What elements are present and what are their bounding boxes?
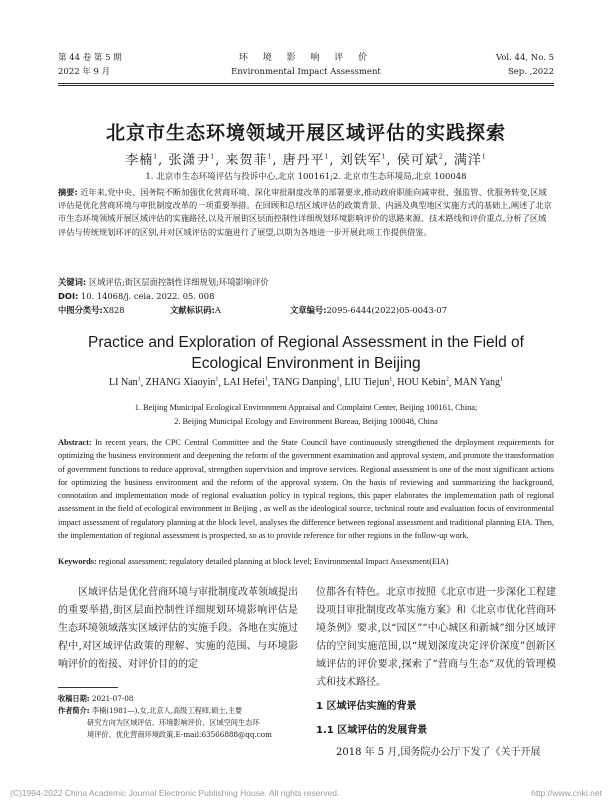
paper-title-cn: 北京市生态环境领域开展区域评估的实践探索	[105, 122, 506, 144]
abstract-text-cn: 近年来,党中央、国务院不断加强优化营商环境、深化审批制度改革的部署要求,推动政府职能向减审批、强监管、优服务转变,区域评估是优化营商环境与审批制度改革的一项重要举措。在回顾和总结区域评估的政策背景、内涵及典型地区实施方式的基础上,阐述了北京市生态环境领域开展区域评估的实施路径,以及开展街区层面控制性详细规划环境影响评价的思路来源、技术路线和评价重点,分析了区域评估与传统规划环评的区别,并对区域评估的实施进行了展望,以期为各地进一步开展此项工作提供借鉴。	[58, 187, 552, 237]
abstract-en	[58, 436, 554, 542]
abstract-label-en: Abstract:	[58, 438, 92, 447]
subsection-heading: 1.1 区域评估的发展背景	[316, 725, 428, 736]
classification-line	[58, 304, 125, 317]
author-bio-label: 作者简介:	[58, 706, 90, 715]
header-rule-thin	[58, 85, 554, 86]
journal-name-en: Environmental Impact Assessment	[231, 67, 381, 77]
affiliation-en-1: 1. Beijing Municipal Ecological Environment Appraisal and Complaint Center, Beijing 100161, China;	[134, 403, 478, 412]
header-right	[496, 51, 554, 79]
author-en: LAI Hefei$^1$	[223, 377, 268, 389]
journal-name-cn: 环 境 影 响 评 价	[238, 53, 374, 63]
footnote	[58, 693, 303, 741]
keywords-text-cn: 区域评估;街区层面控制性详细规划;环境影响评价	[88, 277, 269, 287]
author-en: LI Nan$^1$	[109, 377, 141, 389]
affiliation-en	[0, 401, 612, 429]
section-heading: 1 区域评估实施的背景	[316, 701, 417, 712]
affiliation-en-2: 2. Beijing Municipal Ecology and Environment Bureau, Beijing 100048, China	[174, 417, 438, 426]
author-cn: 唐丹平$^1$	[282, 153, 330, 168]
affiliation-cn: 1. 北京市生态环境评估与投诉中心,北京 100161;2. 北京市生态环境局,北京 100048	[145, 172, 467, 182]
keywords-label-cn: 关键词:	[58, 277, 87, 287]
header-center	[58, 51, 554, 79]
author-cn: 来贺菲$^1$	[225, 153, 273, 168]
body-paragraph: 2018 年 5 月,国务院办公厅下发了《关于开展	[336, 747, 541, 758]
received-date	[58, 693, 303, 705]
author-bio-line: 研究方向为区域评估、环境影响评价、区域空间生态环	[87, 718, 260, 727]
issue-date-en: Sep. ,2022	[507, 67, 554, 77]
author-en: LIU Tiejun$^1$	[344, 377, 393, 389]
doi	[58, 290, 214, 303]
author-list-cn: 李楠$^1$, 张潇尹$^1$, 来贺菲$^1$, 唐丹平$^1$, 刘铁军$^1$, 侯可斌$^2$, 满洋$^1$	[125, 153, 487, 168]
copyright-text: (C)1994-2022 China Academic Journal Electronic Publishing House. All rights reserved.	[10, 788, 340, 798]
doc-code	[170, 304, 221, 317]
footnote-rule	[58, 687, 118, 688]
doi-label: DOI:	[58, 291, 79, 301]
body-column-right	[316, 584, 556, 762]
paper-title-en: Practice and Exploration of Regional Assessment in the Field of Ecological Environment in Beijing	[88, 334, 524, 372]
body-paragraph: 区域评估是优化营商环境与审批制度改革领域提出的重要举措,街区层面控制性详细规划环境影响评估是生态环境领域落实区域评估的实施手段。各地在实施过程中,对区域评估政策的理解、实施的范围、与环境影响评价的衔接、对评价目的的定	[58, 587, 298, 670]
article-number	[290, 304, 447, 317]
cnki-link[interactable]: http://www.cnki.net	[531, 788, 602, 798]
author-bio	[58, 705, 303, 717]
received-value: 2021-07-08	[91, 694, 134, 703]
abstract-text-en: In recent years, the CPC Central Committee and the State Council have continuously strengthened the deployment requirements for optimizing the business environment and deepening the reform of the government examination and approval system, and promote the transformation of government functions to reduce approval, strengthen supervision and improve services. Regional assessment is one of the most significant actions for optimizing the business environment and the reform of the approval system. On the basis of reviewing and summarizing the background, connotation and implementation mode of regional evaluation policy in typical regions, this paper elaborates the implementation path of regional assessment in the field of ecological environment in Beijing , as well as the ideological source, technical route and evaluation focus of environmental impact assessment of regulatory planning at the block level, analyses the difference between regional assessment and traditional planning EIA. Then, the implementation of regional assessment is prospected, so as to provide reference for other regions in the follow-up work.	[58, 438, 554, 541]
author-en: MAN Yang$^1$	[453, 377, 503, 389]
abstract-label-cn: 摘要:	[58, 187, 78, 197]
running-header	[58, 51, 554, 85]
doi-value[interactable]: 10. 14068/j. ceia. 2022. 05. 008	[81, 291, 215, 301]
abstract-cn	[58, 186, 554, 239]
article-number-value: 2095-6444(2022)05-0043-07	[326, 305, 447, 315]
author-bio-line: 境评价、优化营商环境政策,E-mail:63566888@qq.com	[87, 730, 272, 739]
author-bio-line: 李楠(1981—),女,北京人,高级工程师,硕士,主要	[91, 706, 243, 715]
keywords-en	[58, 557, 554, 566]
author-en: ZHANG Xiaoyin$^1$	[145, 377, 219, 389]
keywords-label-en: Keywords:	[58, 557, 97, 566]
clc-value: X828	[102, 305, 125, 315]
doc-code-label: 文献标识码:	[170, 305, 215, 315]
author-list-en: LI Nan$^1$, ZHANG Xiaoyin$^1$, LAI Hefei$^1$, TANG Danping$^1$, LIU Tiejun$^1$, HOU Kebin$^2$, MAN Yang$^1$	[109, 377, 503, 389]
header-rule	[58, 83, 554, 84]
author-cn: 李楠$^1$	[125, 153, 159, 168]
article-number-label: 文章编号:	[290, 305, 327, 315]
received-label: 收稿日期:	[58, 694, 90, 703]
volume-issue-en: Vol. 44, No. 5	[495, 53, 554, 63]
body-column-left	[58, 584, 298, 674]
author-cn: 侯可斌$^2$	[396, 153, 444, 168]
keywords-text-en: regional assessment; regulatory detailed planning at block level; Environmental Impact Assessment(EIA)	[98, 557, 449, 566]
keywords-cn	[58, 276, 269, 289]
issue-date: 2022 年 9 月	[58, 67, 111, 77]
author-cn: 刘铁军$^1$	[339, 153, 387, 168]
clc-label: 中图分类号:	[58, 305, 103, 315]
doc-code-value: A	[214, 305, 221, 315]
body-paragraph: 位都各有特色。北京市按照《北京市进一步深化工程建设项目审批制度改革实施方案》和《北京市优化营商环境条例》要求,以“园区”“中心城区和新城”细分区域评估的空间实施范围,以“规划深度决定评价深度”创新区域评估的评价要求,探索了“营商与生态”双优的管理模式和技术路径。	[316, 587, 556, 688]
author-cn: 满洋$^1$	[453, 153, 487, 168]
volume-issue: 第 44 卷 第 5 期	[58, 53, 122, 63]
author-cn: 张潇尹$^1$	[168, 153, 216, 168]
author-en: HOU Kebin$^2$	[397, 377, 449, 389]
author-en: TANG Danping$^1$	[272, 377, 340, 389]
